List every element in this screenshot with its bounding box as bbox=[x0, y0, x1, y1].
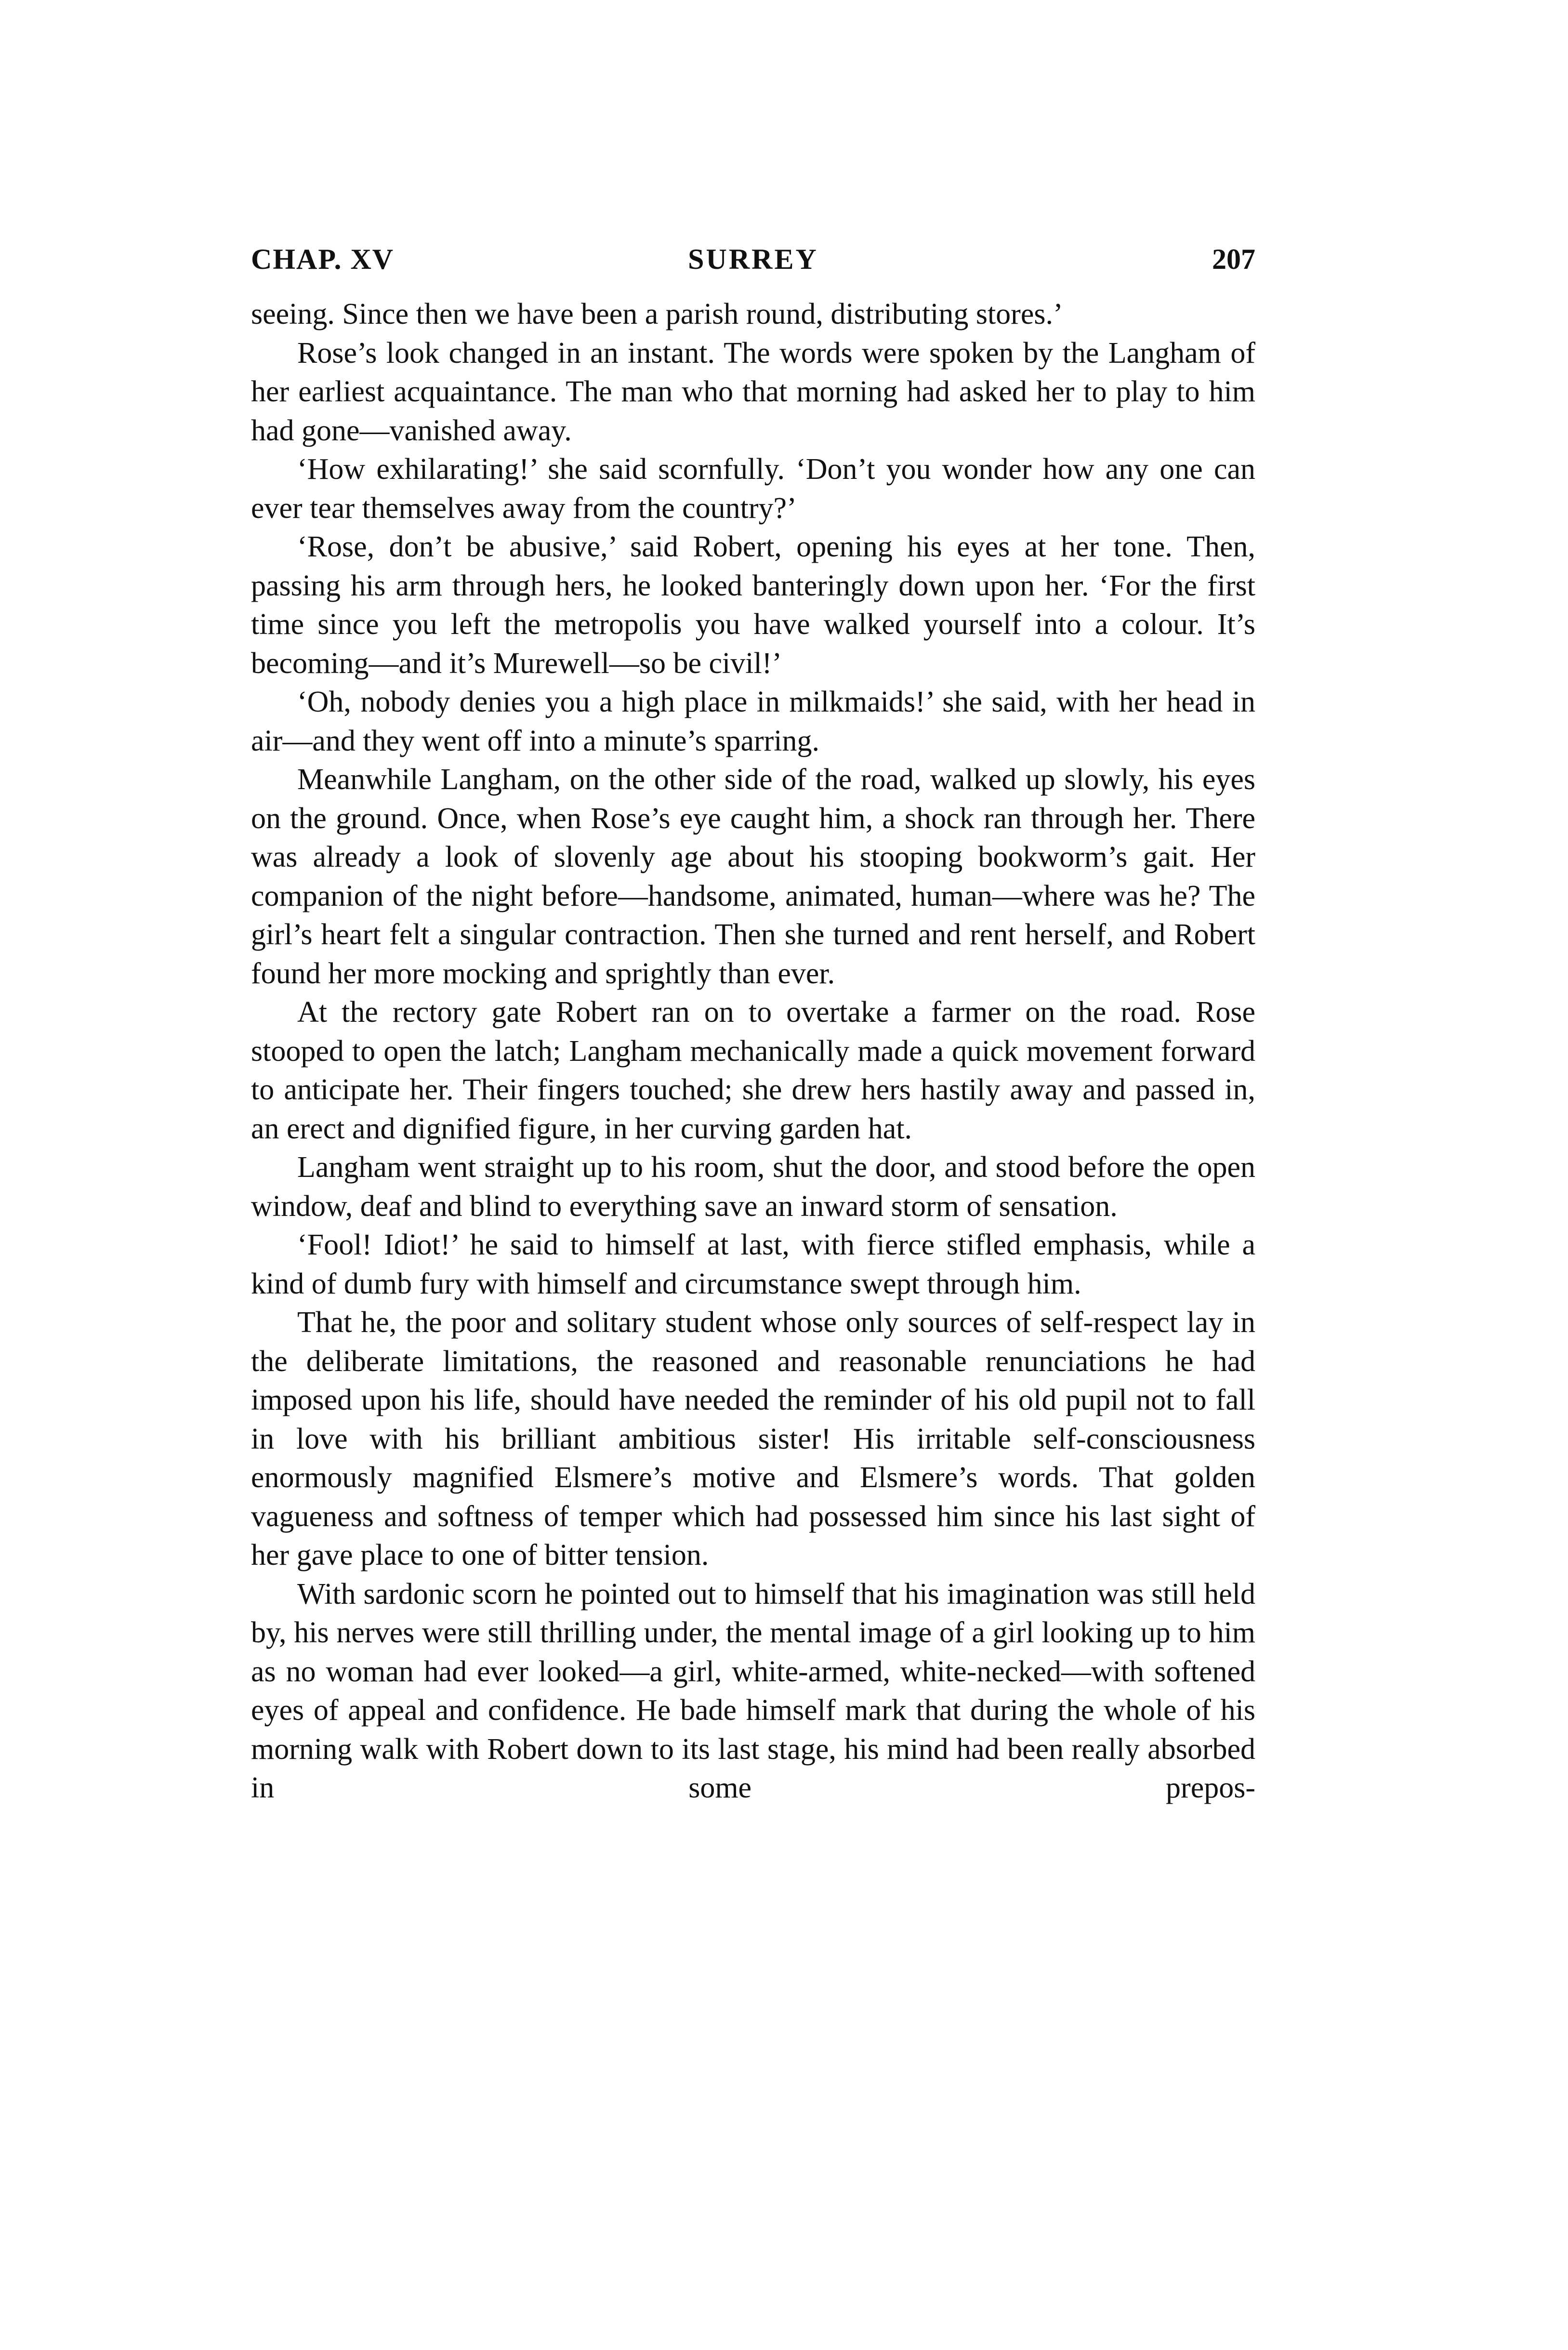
paragraph: seeing. Since then we have been a parish round, distributing stores.’ bbox=[251, 298, 1063, 330]
paragraph: With sardonic scorn he pointed out to himself that his imagination was still held by, his nerves were still thrilling under, the mental image of a girl looking up to him as no woman had ever looked—a girl, white-armed, white-necked—with softened eyes of appeal and confidence. He bade himself mark that during the whole of his morning walk with Robert down to its last stage, his mind had been really absorbed in some prepos- bbox=[251, 1577, 1255, 1804]
page-number: 207 bbox=[1212, 243, 1255, 275]
body-text bbox=[251, 295, 1255, 1808]
paragraph: That he, the poor and solitary student whose only sources of self-respect lay in the deliberate limitations, the reasoned and reasonable renunciations he had imposed upon his life, should have needed the reminder of his old pupil not to fall in love with his brilliant ambitious sister! His irritable self-consciousness enormously magnified Elsmere’s motive and Elsmere’s words. That golden vagueness and softness of temper which had possessed him since his last sight of her gave place to one of bitter tension. bbox=[251, 1306, 1255, 1571]
paragraph: At the rectory gate Robert ran on to overtake a farmer on the road. Rose stooped to open the latch; Langham mechanically made a quick movement forward to anticipate her. Their fingers touched; she drew hers hastily away and passed in, an erect and dignified figure, in her curving garden hat. bbox=[251, 996, 1255, 1145]
paragraph: Rose’s look changed in an instant. The words were spoken by the Langham of her earliest acquaintance. The man who that morning had asked her to play to him had gone—vanished away. bbox=[251, 336, 1255, 447]
paragraph: Langham went straight up to his room, shut the door, and stood before the open window, deaf and blind to everything save an inward storm of sensation. bbox=[251, 1151, 1255, 1223]
paragraph: ‘Fool! Idiot!’ he said to himself at last, with fierce stifled emphasis, while a kind of dumb fury with himself and circumstance swept through him. bbox=[251, 1228, 1255, 1300]
paragraph: ‘Oh, nobody denies you a high place in milkmaids!’ she said, with her head in air—and they went off into a minute’s sparring. bbox=[251, 686, 1255, 757]
paragraph: ‘Rose, don’t be abusive,’ said Robert, opening his eyes at her tone. Then, passing his arm through hers, he looked banteringly down upon her. ‘For the first time since you left the metropolis you have walked yourself into a colour. It’s becoming—and it’s Murewell—so be civil!’ bbox=[251, 530, 1255, 680]
running-header bbox=[251, 240, 1255, 278]
chapter-label: CHAP. XV bbox=[251, 243, 395, 275]
running-title: SURREY bbox=[688, 243, 818, 275]
paragraph: ‘How exhilarating!’ she said scornfully. ‘Don’t you wonder how any one can ever tear themselves away from the country?’ bbox=[251, 453, 1255, 525]
paragraph: Meanwhile Langham, on the other side of the road, walked up slowly, his eyes on the ground. Once, when Rose’s eye caught him, a shock ran through her. There was already a look of slovenly age about his stooping bookworm’s gait. Her companion of the night before—handsome, animated, human—where was he? The girl’s heart felt a singular contraction. Then she turned and rent herself, and Robert found her more mocking and sprightly than ever. bbox=[251, 763, 1255, 990]
